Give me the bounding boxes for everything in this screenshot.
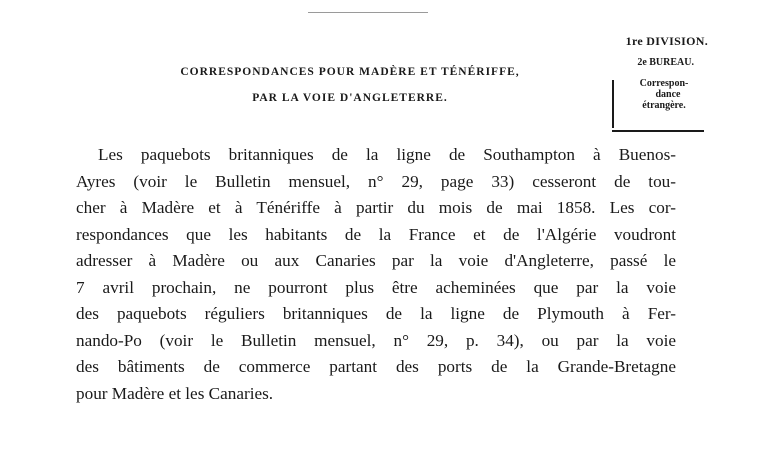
heading-line-1: CORRESPONDANCES POUR MADÈRE ET TÉNÉRIFFE, (180, 66, 520, 78)
bureau-label: 2e BUREAU. (637, 57, 694, 68)
margin-note (612, 34, 712, 111)
division-label: 1re DIVISION. (625, 34, 708, 48)
body-line: Les paquebots britanniques de la ligne de Southampton à Buenos- (98, 145, 676, 164)
body-line: cher à Madère et à Ténériffe à partir du mois de mai 1858. Les cor- (76, 198, 676, 217)
body-line: nando-Po (voir le Bulletin mensuel, n° 29, p. 34), ou par la voie (76, 330, 676, 350)
section-label-line: Correspon- (639, 78, 689, 89)
body-line: adresser à Madère ou aux Canaries par la voie d'Angleterre, passé le (76, 251, 676, 270)
margin-note-underline (612, 130, 704, 132)
body-line: pour Madère et les Canaries. (76, 383, 274, 403)
body-line: Ayres (voir le Bulletin mensuel, n° 29, page 33) cesseront de tou- (76, 171, 676, 191)
body-line: respondances que les habitants de la France et de l'Algérie voudront (76, 224, 676, 244)
body-line: des bâtiments de commerce partant des ports de la Grande-Bretagne (76, 357, 676, 376)
top-divider-rule (308, 12, 428, 13)
section-label-line: dance (655, 89, 681, 100)
body-paragraph (76, 142, 676, 407)
body-line: 7 avril prochain, ne pourront plus être acheminées que par la voie (76, 277, 676, 297)
heading-line-2: PAR LA VOIE D'ANGLETERRE. (252, 92, 448, 104)
section-label-line: étrangère. (642, 100, 686, 111)
margin-note-bracket (612, 80, 614, 128)
body-line: des paquebots réguliers britanniques de la ligne de Plymouth à Fer- (76, 304, 676, 323)
